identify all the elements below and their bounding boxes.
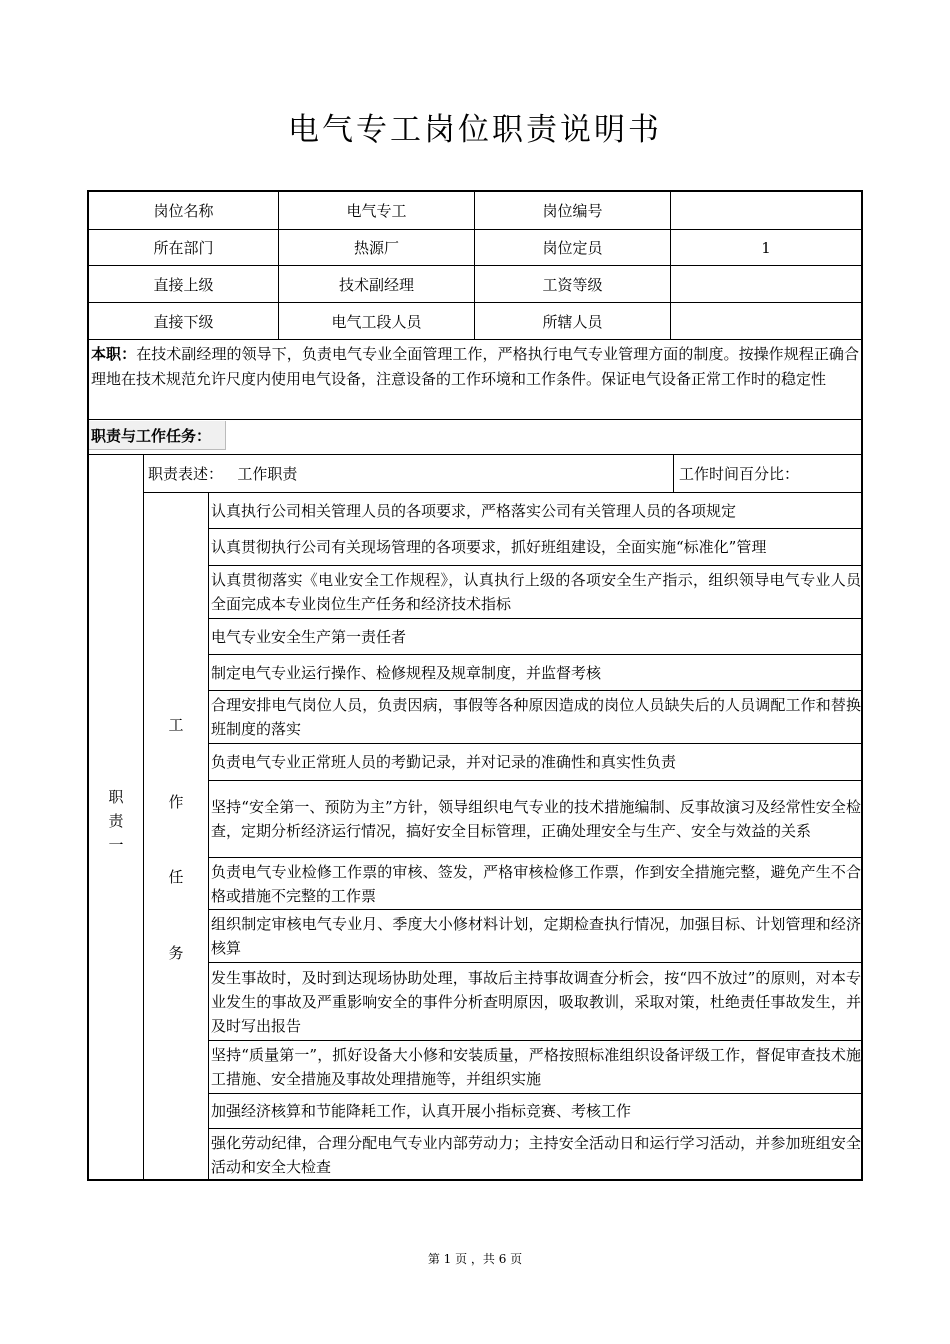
row-divider [88, 454, 862, 455]
col-divider [143, 455, 144, 1180]
task-item: 强化劳动纪律，合理分配电气专业内部劳动力；主持安全活动日和运行学习活动，并参加班组安全活动和安全大检查 [211, 1133, 861, 1176]
duty-description [148, 462, 668, 487]
duty-one-char: 一 [108, 836, 124, 854]
value-superior: 技术副经理 [338, 275, 414, 294]
value-post-name: 电气专工 [346, 202, 407, 220]
duty-one-char: 职 [108, 788, 124, 806]
value-staff [671, 303, 861, 339]
label-superior: 直接上级 [153, 275, 214, 294]
label-salary-grade: 工资等级 [542, 275, 603, 294]
label-post-number: 岗位编号 [542, 202, 603, 220]
row-divider [88, 339, 862, 340]
value-department: 热源厂 [353, 239, 399, 257]
task-item: 电气专业安全生产第一责任者 [211, 627, 407, 646]
task-item: 负责电气专业正常班人员的考勤记录，并对记录的准确性和真实性负责 [211, 753, 677, 771]
label-subordinate: 直接下级 [153, 312, 214, 331]
page-title: 电气专工岗位职责说明书 [288, 112, 662, 148]
task-item: 坚持“安全第一、预防为主”方针，领导组织电气专业的技术措施编制、反事故演习及经常性安全检查，定期分析经济运行情况，搞好安全目标管理，正确处理安全与生产、安全与效益的关系 [211, 798, 861, 840]
task-label-char: 务 [168, 944, 184, 962]
task-item: 坚持“质量第一”，抓好设备大小修和安装质量，严格按照标准组织设备评级工作，督促审查技术施工措施、安全措施及事故处理措施等，并组织实施 [211, 1046, 861, 1088]
duty-description-value: 工作职责 [237, 465, 298, 483]
main-duty-label: 本职： [91, 345, 137, 363]
main-duty [91, 342, 859, 392]
value-post-number [671, 192, 861, 229]
task-item: 合理安排电气岗位人员，负责因病，事假等各种原因造成的岗位人员缺失后的人员调配工作和替换班制度的落实 [211, 696, 861, 738]
task-item: 制定电气专业运行操作、检修规程及规章制度，并监督考核 [211, 663, 602, 682]
duty-description-label: 职责表述： [148, 465, 224, 483]
value-headcount: 1 [761, 238, 771, 257]
task-label-char: 工 [168, 716, 184, 734]
value-subordinate: 电气工段人员 [331, 312, 422, 331]
task-label-char: 任 [168, 868, 184, 886]
task-label-char: 作 [168, 793, 184, 811]
label-department: 所在部门 [153, 239, 214, 257]
task-item: 发生事故时，及时到达现场协助处理，事故后主持事故调查分析会，按“四不放过”的原则，对本专业发生的事故及严重影响安全的事件分析查明原因，吸取教训，采取对策，杜绝责任事故发生，并及时写出报告 [211, 968, 861, 1035]
task-item: 认真贯彻落实《电业安全工作规程》，认真执行上级的各项安全生产指示，组织领导电气专业人员全面完成本专业岗位生产任务和经济技术指标 [211, 571, 861, 613]
row-divider [88, 419, 862, 420]
time-percent-label: 工作时间百分比： [679, 465, 800, 483]
task-item: 组织制定审核电气专业月、季度大小修材料计划，定期检查执行情况，加强目标、计划管理和经济核算 [211, 915, 861, 957]
label-staff: 所辖人员 [542, 312, 603, 331]
duty-one-char: 责 [108, 812, 124, 830]
page-footer: 第 1 页 ，共 6 页 [427, 1252, 523, 1266]
col-divider [208, 492, 209, 1180]
label-post-name: 岗位名称 [153, 202, 214, 220]
main-duty-text: 在技术副经理的领导下，负责电气专业全面管理工作，严格执行电气专业管理方面的制度。按操作规程正确合理地在技术规范允许尺度内使用电气设备，注意设备的工作环境和工作条件。保证电气设备正常工作时的稳定性 [91, 345, 859, 388]
task-item: 加强经济核算和节能降耗工作，认真开展小指标竞赛、考核工作 [211, 1102, 632, 1120]
task-item: 负责电气专业检修工作票的审核、签发，严格审核检修工作票，作到安全措施完整，避免产生不合格或措施不完整的工作票 [211, 862, 861, 905]
task-item: 认真执行公司相关管理人员的各项要求，严格落实公司有关管理人员的各项规定 [211, 501, 737, 520]
task-item: 认真贯彻执行公司有关现场管理的各项要求，抓好班组建设，全面实施“标准化”管理 [211, 538, 767, 556]
section-label: 职责与工作任务： [91, 427, 212, 445]
label-headcount: 岗位定员 [542, 239, 603, 257]
col-divider [673, 455, 674, 492]
value-salary-grade [671, 266, 861, 302]
